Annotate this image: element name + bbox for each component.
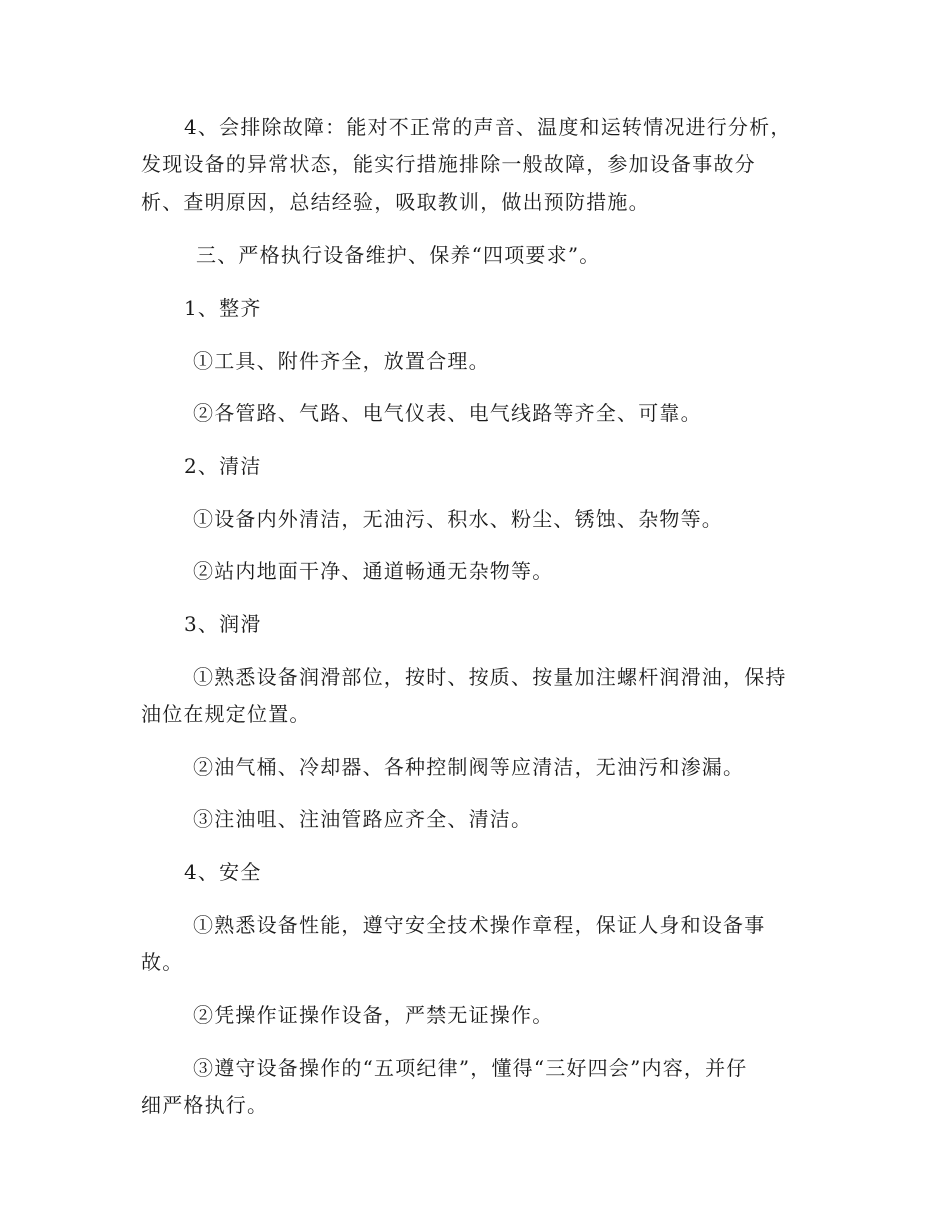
list-item: ①熟悉设备性能，遵守安全技术操作章程，保证人身和设备事 bbox=[193, 913, 766, 937]
subsection-heading: 3、润滑 bbox=[184, 612, 262, 636]
list-item: ①设备内外清洁，无油污、积水、粉尘、锈蚀、杂物等。 bbox=[193, 507, 723, 531]
paragraph-line: 析、查明原因，总结经验，吸取教训，做出预防措施。 bbox=[141, 190, 650, 214]
list-item-continuation: 油位在规定位置。 bbox=[141, 702, 311, 726]
subsection-heading: 1、整齐 bbox=[184, 296, 262, 320]
list-item: ①工具、附件齐全，放置合理。 bbox=[193, 349, 490, 373]
list-item: ③注油咀、注油管路应齐全、清洁。 bbox=[193, 807, 533, 831]
section-heading: 三、严格执行设备维护、保养“四项要求”。 bbox=[196, 243, 601, 267]
list-item: ②油气桶、冷却器、各种控制阀等应清洁，无油污和渗漏。 bbox=[193, 755, 745, 779]
list-item: ③遵守设备操作的“五项纪律”，懂得“三好四会”内容，并仔 bbox=[193, 1056, 748, 1080]
subsection-heading: 4、安全 bbox=[184, 860, 262, 884]
paragraph-line: 发现设备的异常状态，能实行措施排除一般故障，参加设备事故分 bbox=[141, 152, 756, 176]
subsection-heading: 2、清洁 bbox=[184, 454, 262, 478]
list-item: ①熟悉设备润滑部位，按时、按质、按量加注螺杆润滑油，保持 bbox=[193, 665, 787, 689]
list-item: ②凭操作证操作设备，严禁无证操作。 bbox=[193, 1003, 554, 1027]
list-item: ②各管路、气路、电气仪表、电气线路等齐全、可靠。 bbox=[193, 401, 702, 425]
list-item: ②站内地面干净、通道畅通无杂物等。 bbox=[193, 559, 554, 583]
paragraph-line: 4、会排除故障：能对不正常的声音、温度和运转情况进行分析， bbox=[184, 115, 792, 139]
list-item-continuation: 细严格执行。 bbox=[141, 1093, 269, 1117]
list-item-continuation: 故。 bbox=[141, 950, 184, 974]
